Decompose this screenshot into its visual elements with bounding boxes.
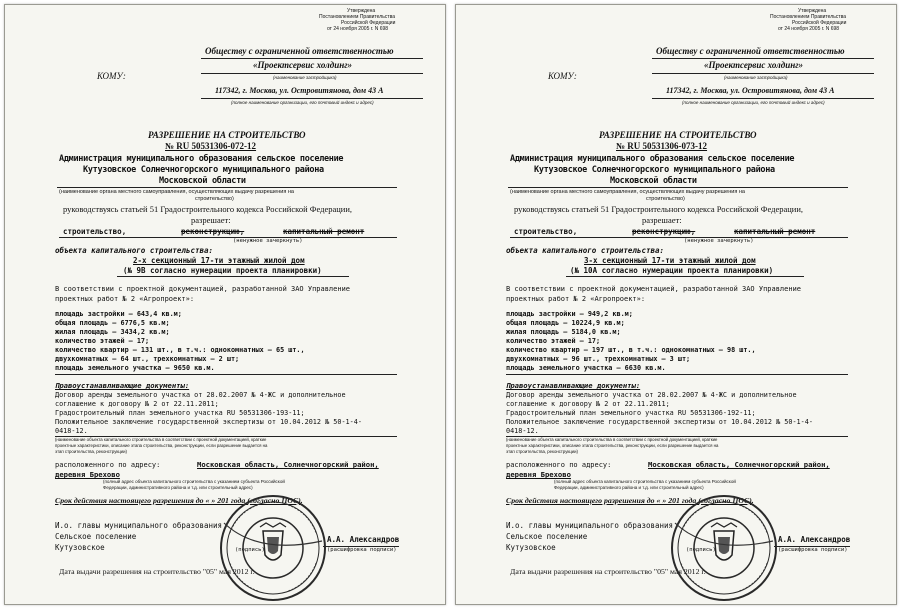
rights-line: Градостроительный план земельного участка RU 50531306-192-11; <box>506 409 756 417</box>
rights-note: этап строительства, реконструкции) <box>55 449 127 454</box>
rights-line: Градостроительный план земельного участка RU 50531306-193-11; <box>55 409 305 417</box>
addressee-line: Обществу с ограниченной ответственностью <box>205 46 394 56</box>
rights-line: Договор аренды земельного участка от 28.02.2007 № 4-ЖС и дополнительное <box>55 391 346 399</box>
param-line: жилая площадь – 5184,0 кв.м; <box>506 328 621 336</box>
object-line: (№ 10А согласно нумерации проекта планировки) <box>570 266 774 275</box>
official-seal-stamp <box>669 493 779 603</box>
authority-note: (наименование органа местного самоуправления, осуществляющих выдачу разрешения на <box>510 189 745 195</box>
param-line: площадь застройки – 949,2 кв.м; <box>506 310 633 318</box>
project-doc-line: проектных работ № 2 «Агропроект»: <box>55 295 195 303</box>
located-value: Московская область, Солнечногорский район, <box>197 460 379 469</box>
authority-line: Кутузовское Солнечногорского муниципального района <box>534 165 775 175</box>
signer-name: А.А. Александров <box>327 535 400 544</box>
located-value: деревня Брехово <box>55 470 120 479</box>
divider <box>201 98 423 99</box>
permit-number: № RU 50531306-073-12 <box>616 141 708 151</box>
authority-line: Московской области <box>159 176 246 186</box>
works-note: (ненужное зачеркнуть) <box>233 238 303 244</box>
signer-line: Сельское поселение <box>55 532 137 541</box>
authority-note: (наименование органа местного самоуправления, осуществляющих выдачу разрешения на <box>59 189 294 195</box>
located-label: расположенного по адресу: <box>506 461 612 469</box>
address-note: (полное наименование организации, его почтовый индекс и адрес) <box>682 100 825 105</box>
project-doc-line: В соответствии с проектной документацией, разработанной ЗАО Управление <box>55 285 351 293</box>
param-line: общая площадь – 10224,9 кв.м; <box>506 319 625 327</box>
approved-line: Российской Федерации <box>792 20 847 26</box>
approved-line: Утверждена <box>798 8 827 14</box>
works-note: (ненужное зачеркнуть) <box>684 238 754 244</box>
rights-note: этап строительства, реконструкции) <box>506 449 578 454</box>
decode-note: (расшифровка подписи) <box>327 547 397 553</box>
authority-line: Администрация муниципального образования сельское поселение <box>59 154 344 164</box>
param-line: общая площадь – 6776,5 кв.м; <box>55 319 170 327</box>
divider <box>508 187 848 188</box>
approved-line: Утверждена <box>347 8 376 14</box>
issue-date: Дата выдачи разрешения на строительство "05" мая 2012 г. <box>59 567 255 576</box>
signer-line: И.о. главы муниципального образования <box>506 521 674 530</box>
addressee-note: (наименование застройщика) <box>724 75 788 80</box>
approved-line: Постановлением Правительства <box>319 14 395 20</box>
param-line: количество этажей – 17; <box>506 337 601 345</box>
divider <box>510 237 848 238</box>
divider <box>566 276 804 277</box>
located-note: Федерации, административного района и т.д. или строительный адрес) <box>103 485 253 490</box>
param-line: жилая площадь – 3434,2 кв.м; <box>55 328 170 336</box>
work-build: строительство, <box>514 227 578 236</box>
issue-date: Дата выдачи разрешения на строительство "05" мая 2012 г. <box>510 567 706 576</box>
param-line: двухкомнатных – 64 шт., трехкомнатных – 2 шт; <box>55 355 240 363</box>
authority-line: Московской области <box>610 176 697 186</box>
rights-line: Договор аренды земельного участка от 28.02.2007 № 4-ЖС и дополнительное <box>506 391 797 399</box>
located-note: Федерации, административного района и т.д. или строительный адрес) <box>554 485 704 490</box>
rights-title: Правоустанавливающие документы: <box>506 381 641 390</box>
authority-note: строительство) <box>195 196 234 202</box>
located-note: (полный адрес объекта капитального строительства с указанием субъекта Российской <box>103 479 285 484</box>
authority-note: строительство) <box>646 196 685 202</box>
addressee-line: Обществу с ограниченной ответственностью <box>656 46 845 56</box>
signer-line: Кутузовское <box>55 543 105 552</box>
authority-line: Кутузовское Солнечногорского муниципального района <box>83 165 324 175</box>
signer-line: Сельское поселение <box>506 532 588 541</box>
object-label: объекта капитального строительства: <box>55 246 214 255</box>
param-line: количество квартир – 197 шт., в т.ч.: однокомнатных – 98 шт., <box>506 346 756 354</box>
param-line: количество этажей – 17; <box>55 337 150 345</box>
basis-line: разрешает: <box>191 215 231 225</box>
komu-label: КОМУ: <box>548 71 577 81</box>
approved-line: Российской Федерации <box>341 20 396 26</box>
permit-number: № RU 50531306-072-12 <box>165 141 257 151</box>
located-value: деревня Брехово <box>506 470 571 479</box>
page-title: РАЗРЕШЕНИЕ НА СТРОИТЕЛЬСТВО <box>148 130 306 140</box>
work-reconstruct: реконструкцию, <box>181 227 245 236</box>
divider <box>201 58 423 59</box>
basis-line: разрешает: <box>642 215 682 225</box>
basis-line: руководствуясь статьей 51 Градостроительного кодекса Российской Федерации, <box>514 204 804 214</box>
rights-line: 0418-12. <box>506 427 539 435</box>
official-seal-stamp <box>218 493 328 603</box>
object-line: (№ 9В согласно нумерации проекта планировки) <box>123 266 322 275</box>
param-line: площадь земельного участка – 9650 кв.м. <box>55 364 215 372</box>
signer-name: А.А. Александров <box>778 535 851 544</box>
rights-title: Правоустанавливающие документы: <box>55 381 190 390</box>
divider <box>652 98 874 99</box>
project-doc-line: проектных работ № 2 «Агропроект»: <box>506 295 646 303</box>
validity-line: Срок действия настоящего разрешения до « » 201 года (согласно ПОС). <box>506 496 754 505</box>
divider <box>652 73 874 74</box>
sign-note: (подпись) <box>235 547 265 553</box>
sign-note: (подпись) <box>686 547 716 553</box>
work-repair: капитальный ремонт <box>283 227 365 236</box>
located-label: расположенного по адресу: <box>55 461 161 469</box>
rights-note: (наименование объекта капитального строительства в соответствии с проектной документацией, краткие <box>506 437 718 442</box>
rights-line: Положительное заключение государственной экспертизы от 10.04.2012 № 50-1-4- <box>55 418 362 426</box>
work-reconstruct: реконструкцию, <box>632 227 696 236</box>
object-line: 3-х секционный 17-ти этажный жилой дом <box>584 256 756 265</box>
approved-line: от 24 ноября 2005 г. N 698 <box>327 26 389 32</box>
rights-line: Положительное заключение государственной экспертизы от 10.04.2012 № 50-1-4- <box>506 418 813 426</box>
divider <box>506 374 848 375</box>
rights-note: (наименование объекта капитального строительства в соответствии с проектной документацией, краткие <box>55 437 267 442</box>
divider <box>59 237 397 238</box>
divider <box>201 73 423 74</box>
permit-page-left <box>4 4 446 605</box>
addressee-line: «Проектсервис холдинг» <box>253 60 353 70</box>
divider <box>55 374 397 375</box>
signer-line: И.о. главы муниципального образования <box>55 521 223 530</box>
located-note: (полный адрес объекта капитального строительства с указанием субъекта Российской <box>554 479 736 484</box>
validity-line: Срок действия настоящего разрешения до « » 201 года (согласно ПОС). <box>55 496 303 505</box>
divider <box>117 276 349 277</box>
rights-note: проектные характеристики, описание этапа строительства, реконструкции, если разрешение выдается на <box>506 443 719 448</box>
decode-note: (расшифровка подписи) <box>778 547 848 553</box>
komu-label: КОМУ: <box>97 71 126 81</box>
authority-line: Администрация муниципального образования сельское поселение <box>510 154 795 164</box>
param-line: количество квартир – 131 шт., в т.ч.: однокомнатных – 65 шт., <box>55 346 305 354</box>
located-value: Московская область, Солнечногорский район, <box>648 460 830 469</box>
work-repair: капитальный ремонт <box>734 227 816 236</box>
project-doc-line: В соответствии с проектной документацией, разработанной ЗАО Управление <box>506 285 802 293</box>
object-label: объекта капитального строительства: <box>506 246 665 255</box>
permit-page-right <box>455 4 897 605</box>
work-build: строительство, <box>63 227 127 236</box>
approved-line: Постановлением Правительства <box>770 14 846 20</box>
addressee-note: (наименование застройщика) <box>273 75 337 80</box>
rights-note: проектные характеристики, описание этапа строительства, реконструкции, если разрешение выдается на <box>55 443 268 448</box>
page-title: РАЗРЕШЕНИЕ НА СТРОИТЕЛЬСТВО <box>599 130 757 140</box>
divider <box>652 58 874 59</box>
divider <box>57 187 397 188</box>
param-line: двухкомнатных – 96 шт., трехкомнатных – 3 шт; <box>506 355 691 363</box>
rights-line: 0418-12. <box>55 427 88 435</box>
param-line: площадь земельного участка – 6630 кв.м. <box>506 364 666 372</box>
approved-line: от 24 ноября 2005 г. N 698 <box>778 26 840 32</box>
signer-line: Кутузовское <box>506 543 556 552</box>
address-line: 117342, г. Москва, ул. Островитянова, дом 43 А <box>215 86 384 95</box>
object-line: 2-х секционный 17-ти этажный жилой дом <box>133 256 305 265</box>
address-note: (полное наименование организации, его почтовый индекс и адрес) <box>231 100 374 105</box>
basis-line: руководствуясь статьей 51 Градостроительного кодекса Российской Федерации, <box>63 204 353 214</box>
rights-line: соглашение к договору № 2 от 22.11.2011; <box>506 400 670 408</box>
address-line: 117342, г. Москва, ул. Островитянова, дом 43 А <box>666 86 835 95</box>
rights-line: соглашение к договору № 2 от 22.11.2011; <box>55 400 219 408</box>
addressee-line: «Проектсервис холдинг» <box>704 60 804 70</box>
param-line: площадь застройки – 643,4 кв.м; <box>55 310 182 318</box>
